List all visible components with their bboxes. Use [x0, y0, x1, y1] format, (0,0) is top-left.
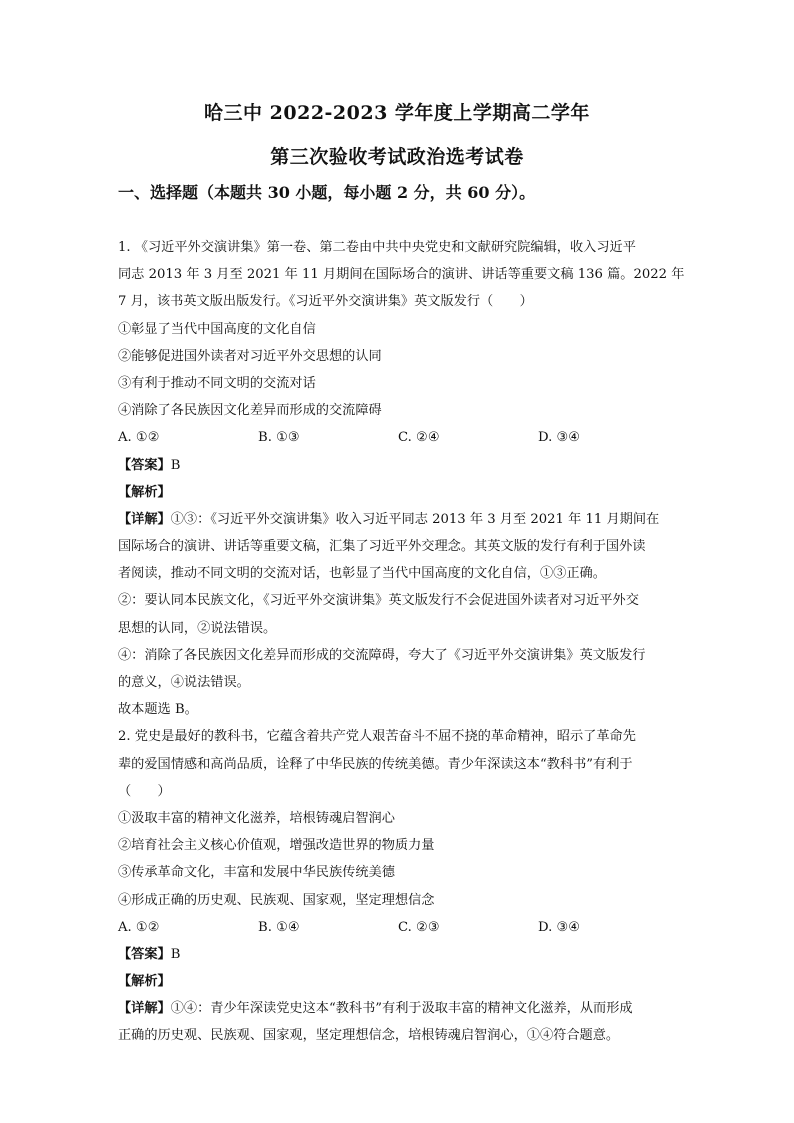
- exam-subtitle: 第三次验收考试政治选考试卷: [270, 146, 524, 168]
- question-stem-line: 1. 《习近平外交演讲集》第一卷、第二卷由中共中央党史和文献研究院编辑，收入习近平: [118, 240, 636, 255]
- option-b: B. ①③: [258, 430, 300, 446]
- answer-line: [118, 941, 678, 968]
- statement-item: ④形成正确的历史观、民族观、国家观，坚定理想信念: [118, 892, 435, 908]
- detail-line: ②：要认同本民族文化，《习近平外交演讲集》英文版发行不会促进国外读者对习近平外交: [118, 593, 639, 609]
- statement-item: ③传承革命文化，丰富和发展中华民族传统美德: [118, 865, 395, 881]
- question-2: [118, 723, 678, 1049]
- detail-line: 者阅读，推动不同文明的交流对话，也彰显了当代中国高度的文化自信，①③正确。: [118, 566, 606, 582]
- question-stem-line: （ ）: [118, 783, 171, 799]
- question-stem-line: 7 月，该书英文版出版发行。《习近平外交演讲集》英文版发行（ ）: [118, 294, 533, 310]
- detail-line: 正确的历史观、民族观、国家观，坚定理想信念，培根铸魂启智润心，①④符合题意。: [118, 1028, 620, 1044]
- option-b: B. ①④: [258, 919, 300, 935]
- question-stem-line: 2. 党史是最好的教科书，它蕴含着共产党人艰苦奋斗不屈不挠的革命精神，昭示了革命先: [118, 729, 636, 745]
- statement-item: ④消除了各民族因文化差异而形成的交流障碍: [118, 403, 382, 419]
- detail-line: 的意义，④说法错误。: [118, 675, 250, 690]
- detail-text: ①③：《习近平外交演讲集》收入习近平同志 2013 年 3 月至 2021 年 11 月期间在: [170, 511, 660, 527]
- analysis-label: 【解析】: [118, 974, 171, 990]
- statement-item: ①彰显了当代中国高度的文化自信: [118, 321, 316, 337]
- detail-line: ④：消除了各民族因文化差异而形成的交流障碍，夸大了《习近平外交演讲集》英文版发行: [118, 647, 646, 663]
- option-a: A. ①②: [118, 919, 160, 935]
- answer-label: 【答案】: [118, 457, 171, 473]
- statement-item: ①汲取丰富的精神文化滋养，培根铸魂启智润心: [118, 810, 395, 826]
- detail-label: 【详解】: [118, 511, 171, 527]
- detail-line: [118, 506, 678, 533]
- statement-item: ②能够促进国外读者对习近平外交思想的认同: [118, 348, 382, 364]
- detail-line: 故本题选 B。: [118, 702, 198, 718]
- answer-line: [118, 452, 678, 479]
- detail-text: ①④：青少年深读党史这本“教科书”有利于汲取丰富的精神文化滋养，从而形成: [170, 1001, 633, 1017]
- answer-label: 【答案】: [118, 946, 171, 962]
- option-d: D. ③④: [538, 430, 581, 446]
- answer-options: [118, 914, 678, 941]
- analysis-label: 【解析】: [118, 484, 171, 500]
- exam-title: 哈三中 2022-2023 学年度上学期高二学年: [204, 102, 590, 124]
- detail-line: 国际场合的演讲、讲话等重要文稿，汇集了习近平外交理念。其英文版的发行有利于国外读: [118, 539, 646, 555]
- statement-item: ③有利于推动不同文明的交流对话: [118, 375, 316, 391]
- detail-line: [118, 995, 678, 1022]
- answer-options: [118, 424, 678, 451]
- exam-body: [118, 234, 685, 1050]
- option-c: C. ②③: [398, 919, 440, 935]
- question-stem-line: 辈的爱国情感和高尚品质，诠释了中华民族的传统美德。青少年深读这本“教科书”有利于: [118, 756, 633, 772]
- statement-item: ②培育社会主义核心价值观，增强改造世界的物质力量: [118, 838, 435, 854]
- question-1: [118, 234, 685, 723]
- detail-line: 思想的认同，②说法错误。: [118, 620, 277, 636]
- section-heading: 一、选择题（本题共 30 小题，每小题 2 分，共 60 分）。: [118, 183, 536, 202]
- answer-value: B: [170, 946, 181, 962]
- question-stem-line: 同志 2013 年 3 月至 2021 年 11 月期间在国际场合的演讲、讲话等重要文稿 136 篇。2022 年: [118, 267, 685, 283]
- answer-value: B: [170, 457, 181, 473]
- option-c: C. ②④: [398, 430, 440, 446]
- option-a: A. ①②: [118, 430, 160, 446]
- detail-label: 【详解】: [118, 1001, 171, 1017]
- option-d: D. ③④: [538, 919, 581, 935]
